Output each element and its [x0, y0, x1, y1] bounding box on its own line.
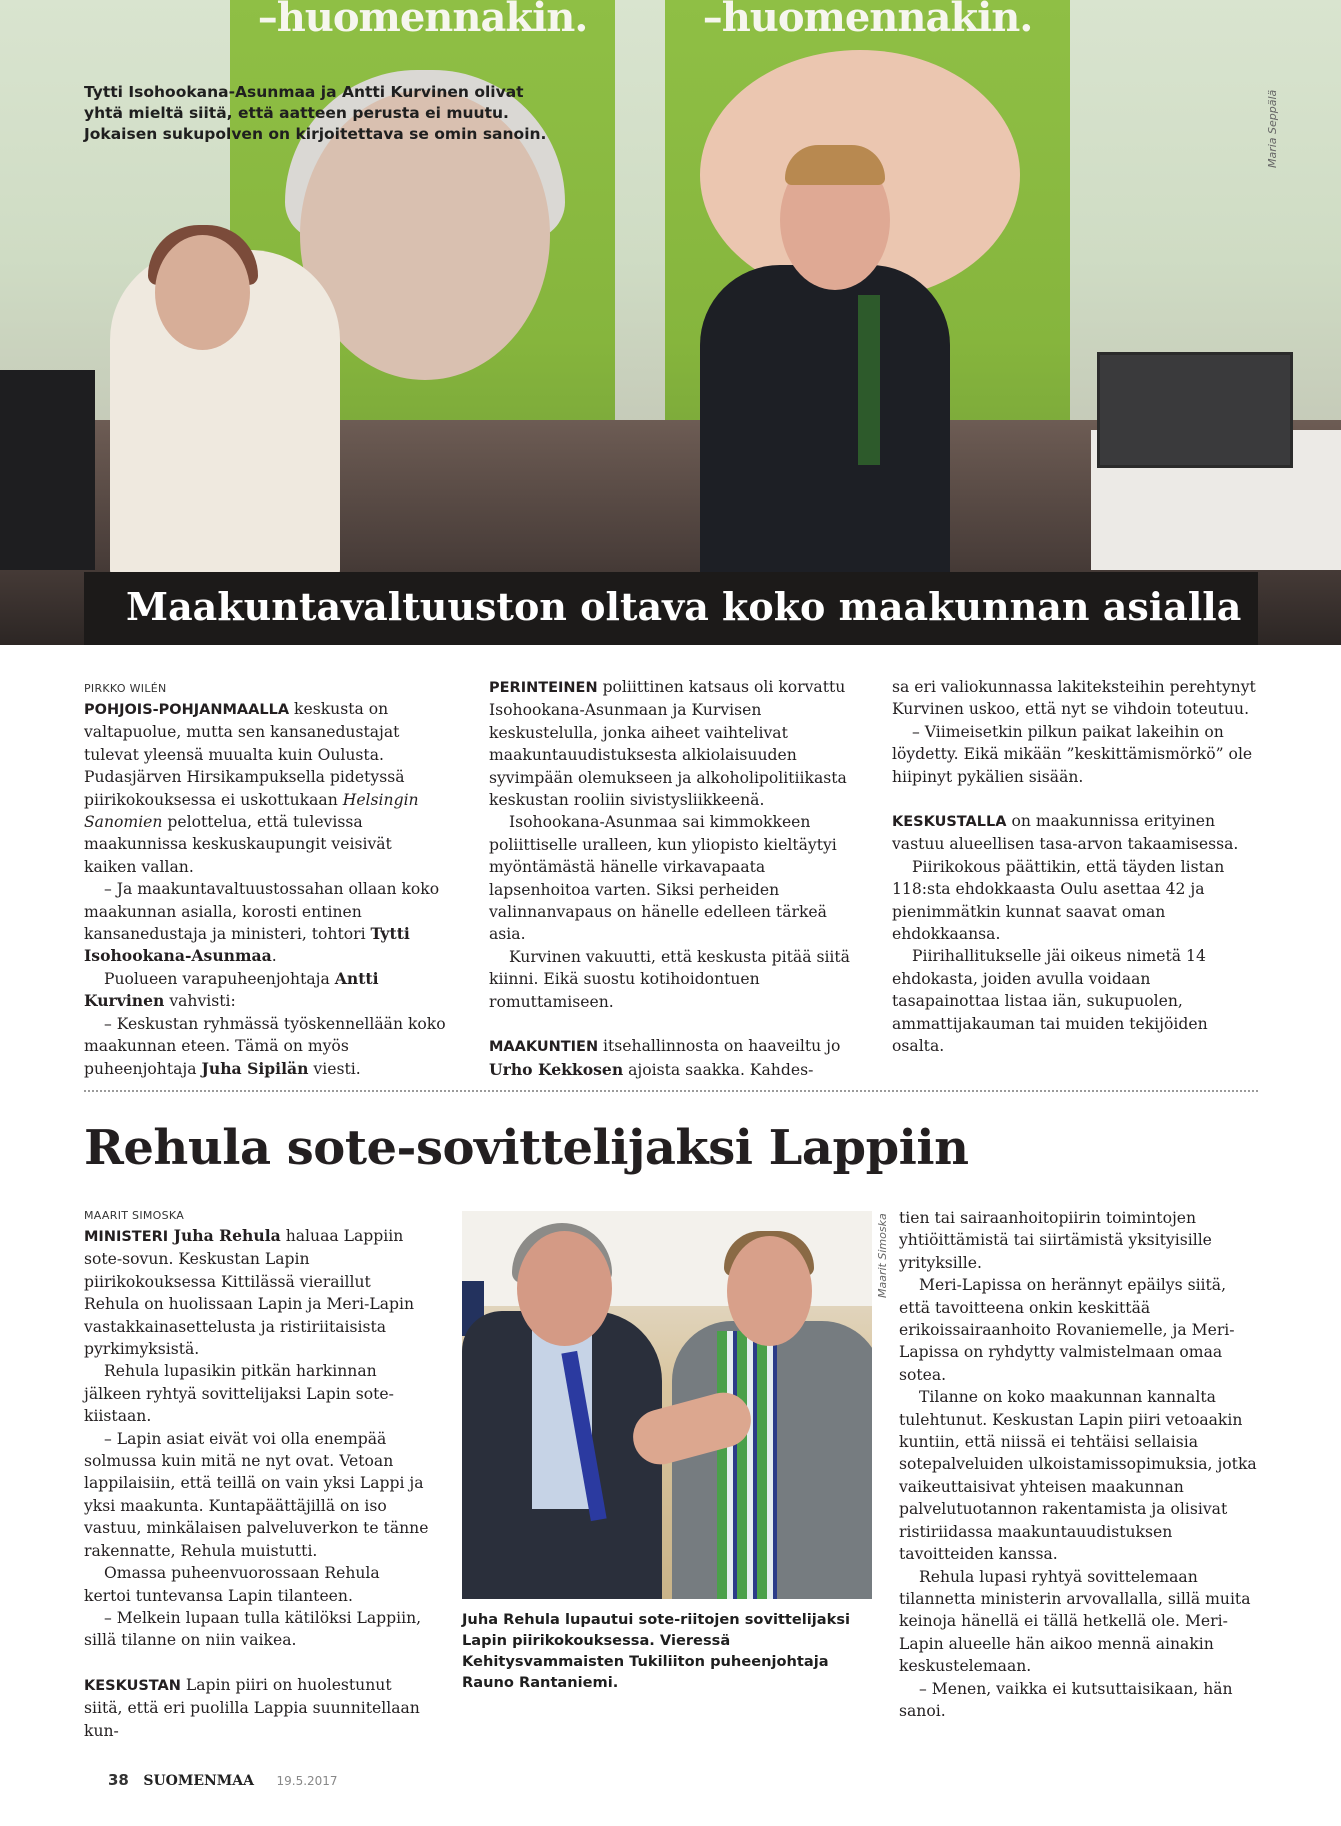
article2-column-1	[84, 1207, 429, 1742]
paragraph: Omassa puheenvuorossaan Rehula kertoi tuntevansa Lapin tilanteen.	[84, 1564, 380, 1605]
paragraph: Puolueen varapuheenjohtaja Antti Kurvinen vahvisti:	[84, 968, 379, 1011]
article2-column-3	[899, 1207, 1259, 1722]
issue-date: 19.5.2017	[276, 1774, 338, 1788]
speaker-man	[700, 265, 950, 595]
headline-bar	[84, 572, 1258, 645]
paragraph: Isohookana-Asunmaa sai kimmokkeen poliittiselle uralleen, kun yliopisto kieltäytyi myöntämästä hänelle virkavapaata lapsenhoitoa varten. Siksi perheiden valinnanvapaus on hänelle edelleen tärkeä asia.	[489, 813, 837, 944]
paragraph: Kurvinen vakuutti, että keskusta pitää siitä kiinni. Eikä suostu kotihoidontuen romuttamiseen.	[489, 947, 850, 1011]
paragraph: – Menen, vaikka ei kutsuttaisikaan, hän sanoi.	[899, 1679, 1233, 1720]
article2-photo	[462, 1211, 872, 1599]
article1-column-2	[489, 676, 852, 1081]
publication-name: SUOMENMAA	[143, 1773, 255, 1789]
speaker-man-tie	[858, 295, 880, 465]
article2-byline: MAARIT SIMOSKA	[84, 1209, 185, 1222]
paragraph: MAAKUNTIEN itsehallinnosta on haaveiltu jo Urho Kekkosen ajoista saakka. Kahdes-	[489, 1037, 841, 1079]
article1-column-3	[892, 676, 1258, 1058]
laptop	[1097, 352, 1293, 468]
page-number: 38	[108, 1771, 129, 1789]
top-photo-caption: Tytti Isohookana-Asunmaa ja Antti Kurvinen olivat yhtä mieltä siitä, että aatteen perusta ei muutu. Jokaisen sukupolven on kirjoitettava se omin sanoin.	[84, 83, 547, 143]
paragraph: Piirikokous päättikin, että täyden listan 118:sta ehdokkaasta Oulu asettaa 42 ja pienimmätkin kunnat saavat oman ehdokkaansa.	[892, 857, 1225, 944]
paragraph: Tilanne on koko maakunnan kannalta tulehtunut. Keskustan Lapin piiri vetoaakin kuntiin, että niissä ei tehtäisi sellaisia sotepalveluiden ulkoistamissopimuksia, jotka vaikeuttaisivat yhteisen maakunnan palvelutuotannon rakentamista ja olisivat ristiriidassa maakuntauudistuksen tavoitteiden kanssa.	[899, 1388, 1257, 1564]
article1-headline: Maakuntavaltuuston oltava koko maakunnan asialla	[126, 584, 1242, 629]
article2-headline: Rehula sote-sovittelijaksi Lappiin	[84, 1120, 969, 1176]
photo-man-left-head	[517, 1231, 612, 1346]
poster-left-text: –huomennakin.	[257, 0, 588, 41]
paragraph: – Lapin asiat eivät voi olla enempää solmussa kuin mitä ne nyt ovat. Vetoan lappilaisiin, että teillä on vain yksi Lappi ja yksi maakunta. Kuntapäättäjillä on iso vastuu, minkälaisen palveluverkon te tänne rakennatte, Rehula muistutti.	[84, 1429, 429, 1560]
paragraph: – Viimeisetkin pilkun paikat lakeihin on löydetty. Eikä mikään ”keskittämismörkö” ole hiipinyt pykälien sisään.	[892, 722, 1253, 786]
paragraph: Rehula lupasikin pitkän harkinnan jälkeen ryhtyä sovittelijaksi Lapin sote-kiistaan.	[84, 1362, 394, 1426]
keyboard-instrument	[0, 370, 95, 570]
photo-man-right-head	[727, 1236, 812, 1346]
paragraph: POHJOIS-POHJANMAALLA keskusta on valtapuolue, mutta sen kansanedustajat tulevat yleensä muualta kuin Oulusta. Pudasjärven Hirsikampuksella pidetyssä piirikokouksessa ei uskottukaan Helsingin Sanomien pelottelua, että tulevissa maakunnissa keskuskaupungit veisivät kaiken vallan.	[84, 700, 419, 876]
paragraph: – Keskustan ryhmässä työskennellään koko maakunnan eteen. Tämä on myös puheenjohtaja Juha Sipilän viesti.	[84, 1014, 446, 1078]
paragraph: MINISTERI Juha Rehula haluaa Lappiin sote-sovun. Keskustan Lapin piirikokouksessa Kittilässä vieraillut Rehula on huolissaan Lapin ja Meri-Lapin vastakkainasettelusta ja ristiriitaisista pyrkimyksistä.	[84, 1226, 415, 1359]
photo-man-right-shirt	[717, 1331, 777, 1599]
paragraph: – Melkein lupaan tulla kätilöksi Lappiin, sillä tilanne on niin vaikea.	[84, 1608, 422, 1650]
paragraph: KESKUSTALLA on maakunnissa erityinen vastuu alueellisen tasa-arvon takaamisessa.	[892, 812, 1239, 854]
speaker-woman-head	[155, 235, 250, 350]
paragraph: Meri-Lapissa on herännyt epäilys siitä, että tavoitteena onkin keskittää erikoissairaanhoito Rovaniemelle, ja Meri-Lapissa on ryhdytty valmistelmaan omaa sotea.	[899, 1276, 1235, 1384]
paragraph: Piirihallitukselle jäi oikeus nimetä 14 ehdokasta, joiden avulla voidaan tasapainottaa listaa iän, sukupuolen, ammattijakauman tai muiden tekijöiden osalta.	[892, 947, 1208, 1056]
paragraph: tien tai sairaanhoitopiirin toimintojen yhtiöittämistä tai siirtämistä yksityisille yrityksille.	[899, 1209, 1212, 1272]
poster-right-text: –huomennakin.	[702, 0, 1033, 41]
article1-byline: PIRKKO WILÉN	[84, 682, 167, 695]
paragraph: – Ja maakuntavaltuustossahan ollaan koko maakunnan asialla, korosti entinen kansanedustaja ja ministeri, tohtori Tytti Isohookana-Asunmaa.	[84, 880, 440, 966]
paragraph: Rehula lupasi ryhtyä sovittelemaan tilannetta ministerin arvovallalla, sillä muita keinoja hänellä ei tällä hetkellä ole. Meri-Lapin alueelle hän aikoo mennä ainakin keskustelemaan.	[899, 1567, 1251, 1676]
speaker-man-hair	[785, 145, 885, 185]
paragraph: PERINTEINEN poliittinen katsaus oli korvattu Isohookana-Asunmaan ja Kurvisen keskustelulla, jonka aiheet vaihtelivat maakuntauudistuksesta alkiolaisuuden syvimpään olemukseen ja alkoholipolitiikasta keskustan rooliin sivistysliikkeenä.	[489, 678, 847, 810]
section-divider	[84, 1090, 1258, 1092]
page-footer	[108, 1771, 338, 1789]
top-photo-credit: Maria Seppälä	[1266, 89, 1279, 168]
article2-photo-credit: Maarit Simoska	[876, 1213, 889, 1298]
article1-column-1	[84, 680, 448, 1080]
article2-photo-caption: Juha Rehula lupautui sote-riitojen sovittelijaksi Lapin piirikokouksessa. Vieressä Kehitysvammaisten Tukiliiton puheenjohtaja Rauno Rantaniemi.	[462, 1611, 851, 1691]
paragraph: sa eri valiokunnassa lakiteksteihin perehtynyt Kurvinen uskoo, että nyt se vihdoin toteutuu.	[892, 678, 1256, 719]
paragraph: KESKUSTAN Lapin piiri on huolestunut siitä, että eri puolilla Lappia suunnitellaan kun-	[84, 1675, 420, 1740]
